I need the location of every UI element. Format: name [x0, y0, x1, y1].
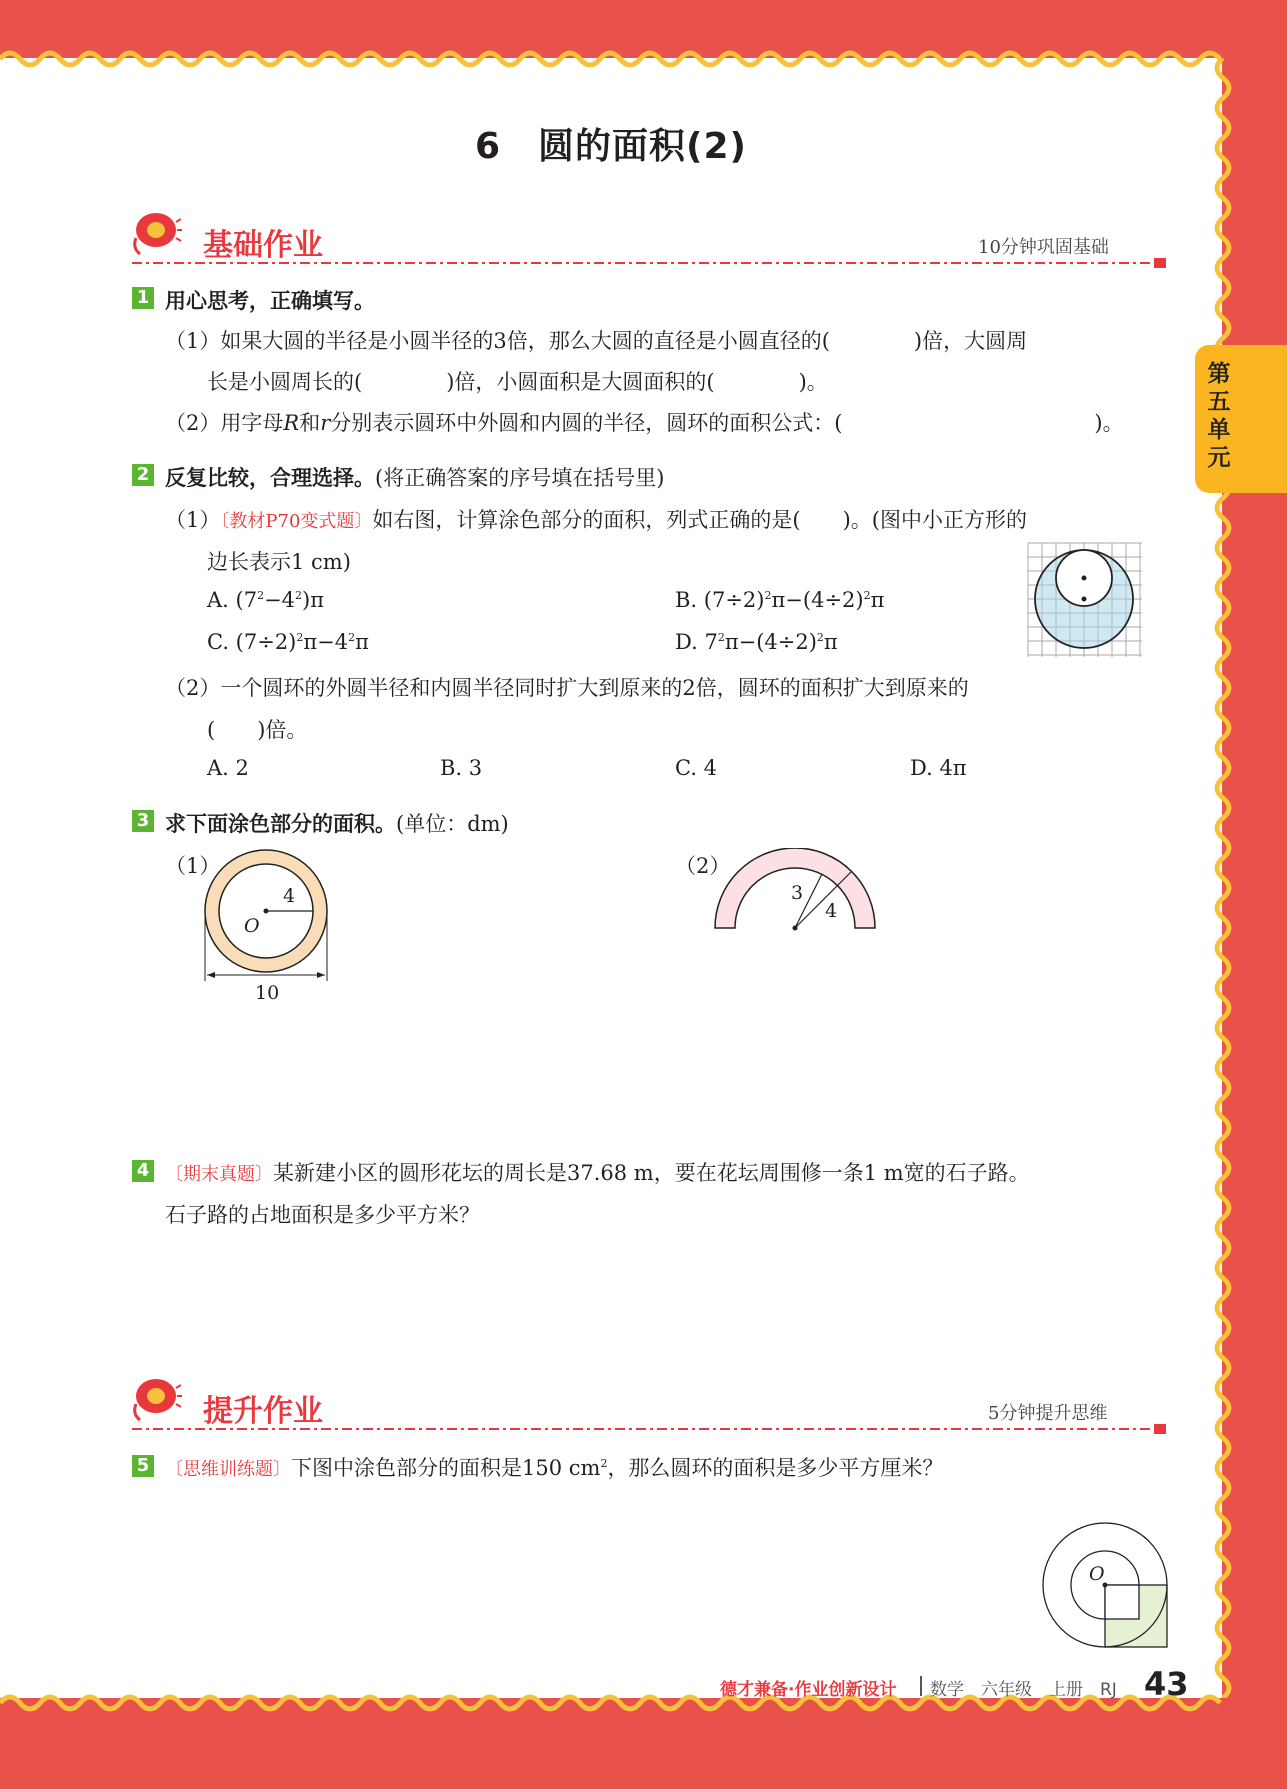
option-b-end: π	[870, 588, 885, 612]
right-wave-border	[1208, 58, 1238, 1698]
question-2-part2-line1: （2）一个圆环的外圆半径和内圆半径同时扩大到原来的2倍，圆环的面积扩大到原来的	[165, 676, 969, 700]
small-square	[1105, 1585, 1139, 1619]
option-a-mid: −4	[264, 588, 296, 612]
option-a	[207, 588, 324, 612]
option-c-end: π	[355, 630, 369, 654]
option-b	[675, 588, 884, 612]
question-2-part1-line2: 边长表示1 cm)	[207, 550, 351, 574]
ring-figure	[198, 845, 338, 1005]
figure-2-label: （2）	[675, 854, 731, 878]
question-1-heading: 用心思考，正确填写。	[165, 289, 375, 313]
question-4-line1	[165, 1157, 1030, 1187]
lantern-icon	[130, 1374, 182, 1422]
section-advanced-divider	[132, 1422, 1172, 1436]
question-1-part2-text-a: （2）用字母	[165, 411, 284, 435]
half-ring-inner-label: 3	[791, 882, 804, 904]
option-d-exp2: 2	[816, 631, 824, 644]
option-c	[207, 630, 369, 654]
question-1-part1-line2: 长是小圆周长的( )倍，小圆面积是大圆面积的( )。	[207, 370, 828, 394]
center-dot-2	[1082, 597, 1087, 602]
option-c-exp2: 2	[348, 631, 356, 644]
question-2-number: 2	[132, 464, 154, 486]
ring-center-label: O	[244, 915, 260, 937]
question-2-part1-tag: 〔教材P70变式题〕	[220, 511, 373, 532]
grid-circles-figure	[1027, 542, 1143, 658]
question-2-part2-option-c: C. 4	[675, 756, 718, 780]
question-5-tag: 〔思维训练题〕	[165, 1459, 291, 1480]
option-c-exp1: 2	[296, 631, 304, 644]
question-1-number: 1	[132, 287, 154, 309]
page-number: 43	[1144, 1665, 1189, 1703]
page-title: 6 圆的面积(2)	[474, 126, 747, 167]
section-advanced-title: 提升作业	[203, 1394, 323, 1429]
section-advanced-subtitle: 5分钟提升思维	[988, 1403, 1108, 1424]
option-d-exp1: 2	[717, 631, 725, 644]
option-b-exp2: 2	[863, 589, 871, 602]
option-d	[675, 630, 838, 654]
question-2-heading-text: 反复比较，合理选择。	[165, 466, 375, 490]
question-2-heading-note: (将正确答案的序号填在括号里)	[375, 466, 665, 490]
option-a-text: A. (7	[207, 588, 258, 612]
question-2-part1-text: 如右图，计算涂色部分的面积，列式正确的是( )。(图中小正方形的	[372, 508, 1027, 532]
unit-side-tab-label: 第五单元	[1207, 361, 1231, 471]
question-5-text-b: ，那么圆环的面积是多少平方厘米？	[607, 1456, 944, 1480]
half-ring-outer-label: 4	[825, 900, 838, 922]
question-2-part1-prefix: （1）	[165, 508, 221, 532]
footer-brand: 德才兼备·作业创新设计	[720, 1680, 897, 1700]
figure-center-label: O	[1089, 1563, 1105, 1585]
question-4-tag: 〔期末真题〕	[165, 1164, 273, 1185]
question-2-part1-line1	[165, 504, 1027, 534]
question-2-part2-option-d: D. 4π	[910, 756, 967, 780]
section-basic-subtitle: 10分钟巩固基础	[978, 237, 1109, 258]
question-4-text: 某新建小区的圆形花坛的周长是37.68 m，要在花坛周围修一条1 m宽的石子路。	[273, 1161, 1030, 1185]
question-4-line2: 石子路的占地面积是多少平方米？	[165, 1203, 480, 1227]
lantern-icon	[130, 208, 182, 256]
question-5-exp: 2	[600, 1457, 608, 1470]
concentric-squares-figure	[1040, 1520, 1170, 1650]
symbol-R: R	[283, 411, 300, 435]
option-c-text: C. (7÷2)	[207, 630, 297, 654]
question-2-part2-option-b: B. 3	[440, 756, 483, 780]
option-d-end: π	[823, 630, 838, 654]
section-basic-title: 基础作业	[203, 228, 323, 263]
question-3-number: 3	[132, 810, 154, 832]
question-2-part2-line2: ( )倍。	[207, 718, 308, 742]
footer-separator	[920, 1676, 922, 1696]
option-b-text: B. (7÷2)	[675, 588, 765, 612]
question-5-line	[165, 1452, 943, 1482]
question-5-number: 5	[132, 1455, 154, 1477]
option-a-exp1: 2	[257, 589, 265, 602]
question-3-heading	[165, 808, 509, 838]
option-a-end: )π	[302, 588, 325, 612]
question-1-part2-text-b: 和	[299, 411, 321, 435]
question-1-part1-line1: （1）如果大圆的半径是小圆半径的3倍，那么大圆的直径是小圆直径的( )倍，大圆周	[165, 329, 1028, 353]
top-wave-border	[0, 44, 1222, 74]
question-1-part2	[165, 407, 1124, 437]
ring-radius-label: 4	[283, 885, 296, 907]
option-b-exp1: 2	[764, 589, 772, 602]
option-a-exp2: 2	[295, 589, 303, 602]
question-2-part2-option-a: A. 2	[207, 756, 249, 780]
option-d-mid: π−(4÷2)	[724, 630, 817, 654]
option-b-mid: π−(4÷2)	[771, 588, 864, 612]
question-5-text-a: 下图中涂色部分的面积是150 cm	[291, 1456, 601, 1480]
figure-1-label: （1）	[165, 854, 221, 878]
option-d-text: D. 7	[675, 630, 718, 654]
symbol-r: r	[320, 411, 331, 435]
question-3-heading-text: 求下面涂色部分的面积。	[165, 812, 396, 836]
question-2-heading	[165, 462, 664, 492]
section-basic-divider	[132, 256, 1172, 270]
footer-info: 数学 六年级 上册 RJ	[930, 1680, 1117, 1700]
option-c-mid: π−4	[303, 630, 349, 654]
center-dot-1	[1082, 576, 1087, 581]
question-1-part2-text-c: 分别表示圆环中外圆和内圆的半径，圆环的面积公式：( )。	[330, 411, 1124, 435]
ring-diameter-label: 10	[255, 982, 280, 1004]
question-4-number: 4	[132, 1160, 154, 1182]
question-3-heading-note: (单位：dm)	[396, 812, 509, 836]
